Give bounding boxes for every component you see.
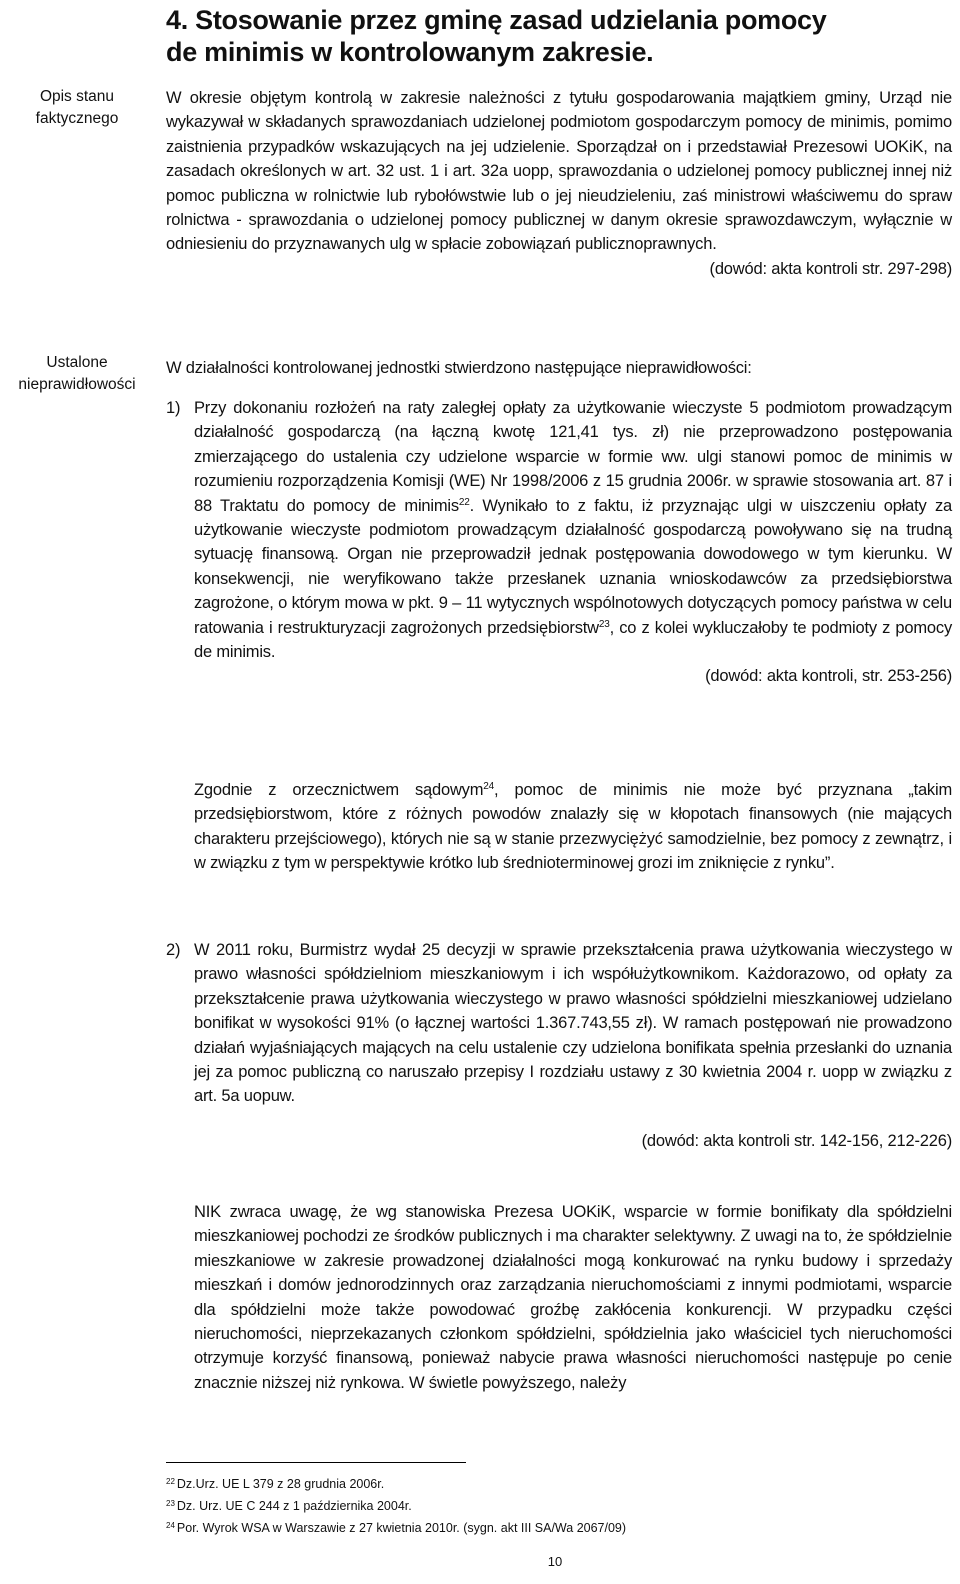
footnotes bbox=[166, 1472, 946, 1538]
facts-paragraph: W okresie objętym kontrolą w zakresie należności z tytułu gospodarowania majątkiem gminy, Urząd nie wykazywał w składanych sprawozdaniach udzielonej podmiotom gospodarczym pomocy de minimis, pomimo zaistnienia przypadków wskazujących na jej udzielenie. Sporządzał on i przedstawiał Prezesowi UOKiK, na zasadach określonych w art. 32 ust. 1 i art. 32a uopp, sprawozdania o udzielonej pomocy publicznej innej niż pomoc publiczna w rolnictwie lub rybołówstwie lub o jej nieudzieleniu, zaś ministrowi właściwemu do spraw rolnictwa - sprawozdania o udzielonej pomocy publicznej w danym okresie sprawozdawczym, wyłącznie w odniesieniu do przyznawanych ulg w spłacie zobowiązań publicznoprawnych. bbox=[166, 89, 952, 254]
side-label-irregularities: Ustalone nieprawidłowości bbox=[18, 354, 136, 393]
footnote-ref-24: 24 bbox=[483, 781, 495, 792]
footnote-22: $^{22}$ Dz.Urz. UE L 379 z 28 grudnia 2006r. bbox=[166, 1477, 385, 1491]
footnote-ref-22: 22 bbox=[458, 496, 470, 508]
facts-evidence: (dowód: akta kontroli str. 297-298) bbox=[709, 259, 952, 278]
facts-section bbox=[166, 86, 952, 281]
nik-paragraph: NIK zwraca uwagę, że wg stanowiska Prezesa UOKiK, wsparcie w formie bonifikaty dla spółdzielni mieszkaniowej pochodzi ze środków publicznych i ma charakter selektywny. Z uwagi na to, że spółdzielnie mieszkaniowe w zakresie prowadzonej działalności mogą konkurować na rynku budowy i sprzedaży mieszkań i domów jednorodzinnych oraz zarządzania nieruchomościami z innymi podmiotami, wsparcie dla spółdzielni może także powodować groźbę zakłócenia konkurencji. W przypadku części nieruchomości, nieprzekazanych członkom spółdzielni, spółdzielnia jako właściciel tych nieruchomości otrzymuje korzyść finansową, ponieważ nabycie prawa własności nieruchomości następuje po cenie znacznie niższej niż rynkowa. W świetle powyższego, należy bbox=[194, 1203, 952, 1392]
item-1-number: 1) bbox=[166, 399, 181, 417]
footnote-divider bbox=[166, 1462, 466, 1463]
irregularity-item-2 bbox=[166, 938, 952, 1153]
item-1-text: Przy dokonaniu rozłożeń na raty zaległej opłaty za użytkowanie wieczyste 5 podmiotom prowadzącym działalność gospodarczą (na łączną kwotę 121,41 tys. zł) nie przeprowadzono postępowania zmierzającego do ustalenia czy udzielone wsparcie w formie ww. ulgi stanowi pomoc de minimis w rozumieniu rozporządzenia Komisji (WE) Nr 1998/2006 z 15 grudnia 2006r. w sprawie stosowania art. 87 i 88 Traktatu do pomocy de minimis$^{22}$. Wynikało to z faktu, iż przyznając ulgi w uiszczeniu opłaty za użytkowanie wieczyste podmiotom prowadzącym działalność gospodarczą powoływano się na trudną sytuację finansową. Organ nie przeprowadził jednak postępowania dowodowego w tym kierunku. W konsekwencji, nie weryfikowano także przesłanek uznania wnioskodawców za przedsiębiorstwa zagrożone, o którym mowa w pkt. 9 – 11 wytycznych wspólnotowych dotyczących pomocy państwa w celu ratowania i restrukturyzacji zagrożonych przedsiębiorstw$^{23}$, co z kolei wykluczałoby te podmioty z pomocy de minimis. bbox=[194, 399, 952, 662]
item-1-evidence: (dowód: akta kontroli, str. 253-256) bbox=[705, 667, 952, 686]
item-2-text: W 2011 roku, Burmistrz wydał 25 decyzji w sprawie przekształcenia prawa użytkowania wieczystego w prawo własności spółdzielniom mieszkaniowym i ich współużytkownikom. Każdorazowo, od opłaty za przekształcenie prawa użytkowania wieczystego w prawo własności spółdzielni mieszkaniowej udzielano bonifikat w wysokości 91% (o łącznej wartości 1.367.743,55 zł). W ramach postępowań nie prowadzono działań wyjaśniających mających na celu ustalenie czy udzielona bonifikata spełnia przesłanki do uznania jej za pomoc publiczną co naruszało przepisy I rozdziału ustawy z 30 kwietnia 2004 r. uopp w związku z art. 5a uopuw. bbox=[194, 941, 952, 1106]
footnote-24: $^{24}$ Por. Wyrok WSA w Warszawie z 27 kwietnia 2010r. (sygn. akt III SA/Wa 2067/09) bbox=[166, 1521, 627, 1535]
footnote-23: $^{23}$ Dz. Urz. UE C 244 z 1 października 2004r. bbox=[166, 1499, 412, 1513]
page-number: 10 bbox=[547, 1554, 563, 1569]
section-heading bbox=[166, 4, 952, 68]
item-2-evidence: (dowód: akta kontroli str. 142-156, 212-226) bbox=[641, 1131, 952, 1150]
footnote-ref-23: 23 bbox=[598, 618, 610, 630]
side-label-facts: Opis stanu faktycznego bbox=[35, 88, 119, 127]
irregularities-intro: W działalności kontrolowanej jednostki stwierdzono następujące nieprawidłowości: bbox=[166, 359, 752, 377]
section-heading-line-1: 4. Stosowanie przez gminę zasad udzielania pomocy bbox=[166, 5, 827, 35]
irregularity-item-1 bbox=[166, 396, 952, 689]
section-heading-line-2: de minimis w kontrolowanym zakresie. bbox=[166, 37, 654, 67]
case-law-paragraph: Zgodnie z orzecznictwem sądowym$^{24}$, pomoc de minimis nie może być przyznana „takim przedsiębiorstwom, które z różnych powodów znalazły się w kłopotach finansowych (nie mających charakteru przejściowego), których nie są w stanie przezwyciężyć samodzielnie, bez pomocy z zewnątrz, i w związku z tym w perspektywie krótko lub średnioterminowej grozi im zniknięcie z rynku”. bbox=[194, 781, 952, 873]
item-2-number: 2) bbox=[166, 941, 181, 959]
